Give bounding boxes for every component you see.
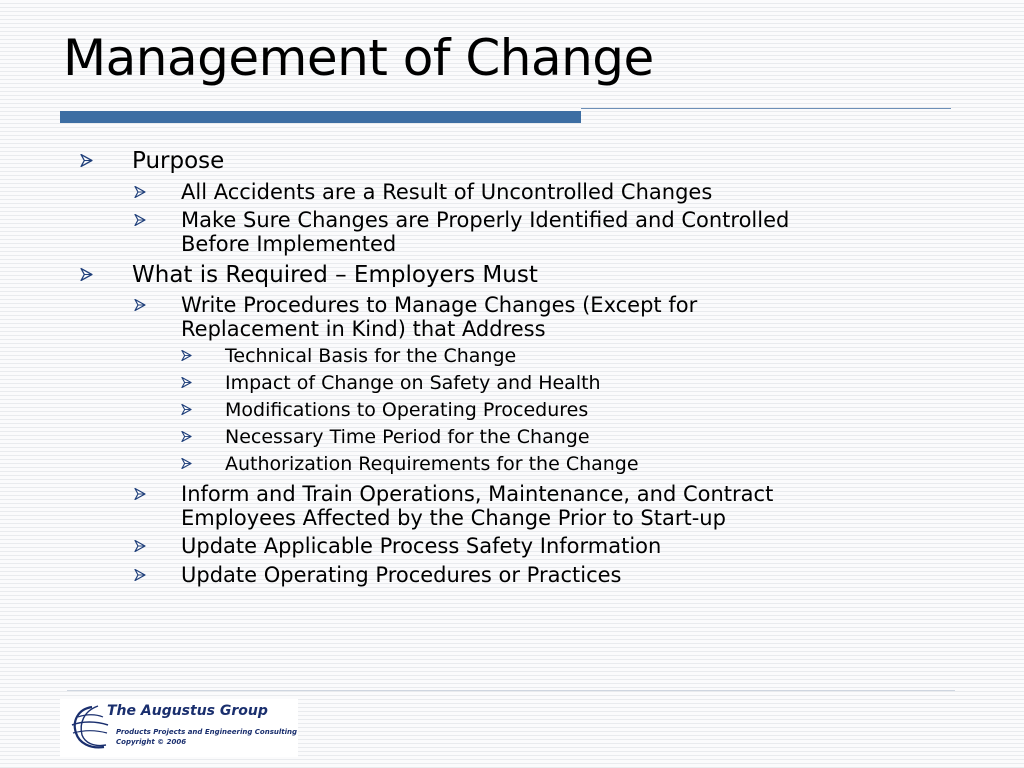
bullet-text-line: Before Implemented bbox=[181, 232, 397, 256]
bullet-text-line: Write Procedures to Manage Changes (Except for bbox=[181, 293, 698, 317]
arrowhead-bullet-icon bbox=[134, 488, 146, 500]
bullet-text-line: Replacement in Kind) that Address bbox=[181, 317, 546, 341]
title-underline-bar bbox=[60, 111, 581, 123]
company-logo bbox=[60, 699, 298, 757]
bullet-text-line: Update Operating Procedures or Practices bbox=[181, 563, 622, 587]
bullet-text-line: What is Required – Employers Must bbox=[132, 262, 538, 288]
footer-divider bbox=[67, 690, 955, 691]
logo-company-name: The Augustus Group bbox=[107, 703, 268, 719]
bullet-text-line: Update Applicable Process Safety Information bbox=[181, 534, 662, 558]
bullet-text-line: Make Sure Changes are Properly Identified and Controlled bbox=[181, 208, 790, 232]
slide-title: Management of Change bbox=[63, 29, 654, 87]
arrowhead-bullet-icon bbox=[134, 299, 146, 311]
bullet-text-line: Inform and Train Operations, Maintenance, and Contract bbox=[181, 482, 774, 506]
bullet-text-line: All Accidents are a Result of Uncontrolled Changes bbox=[181, 180, 713, 204]
bullet-text-line: Technical Basis for the Change bbox=[225, 345, 517, 367]
arrowhead-bullet-icon bbox=[181, 404, 192, 415]
bullet-text-line: Purpose bbox=[132, 148, 225, 174]
bullet-text-line: Authorization Requirements for the Change bbox=[225, 453, 639, 475]
arrowhead-bullet-icon bbox=[181, 431, 192, 442]
title-underline-line bbox=[581, 108, 951, 109]
arrowhead-bullet-icon bbox=[134, 214, 146, 226]
arrowhead-bullet-icon bbox=[80, 154, 93, 167]
bullet-text-line: Employees Affected by the Change Prior to Start-up bbox=[181, 506, 726, 530]
bullet-text-line: Necessary Time Period for the Change bbox=[225, 426, 590, 448]
logo-tagline: Products Projects and Engineering Consulting bbox=[116, 728, 298, 736]
logo-copyright: Copyright © 2006 bbox=[116, 738, 187, 746]
arrowhead-bullet-icon bbox=[134, 186, 146, 198]
arrowhead-bullet-icon bbox=[80, 268, 93, 281]
bullet-text-line: Impact of Change on Safety and Health bbox=[225, 372, 601, 394]
arrowhead-bullet-icon bbox=[134, 540, 146, 552]
bullet-text-line: Modifications to Operating Procedures bbox=[225, 399, 589, 421]
arrowhead-bullet-icon bbox=[181, 458, 192, 469]
arrowhead-bullet-icon bbox=[134, 569, 146, 581]
globe-swirl-logo-icon bbox=[70, 703, 110, 753]
arrowhead-bullet-icon bbox=[181, 350, 192, 361]
arrowhead-bullet-icon bbox=[181, 377, 192, 388]
